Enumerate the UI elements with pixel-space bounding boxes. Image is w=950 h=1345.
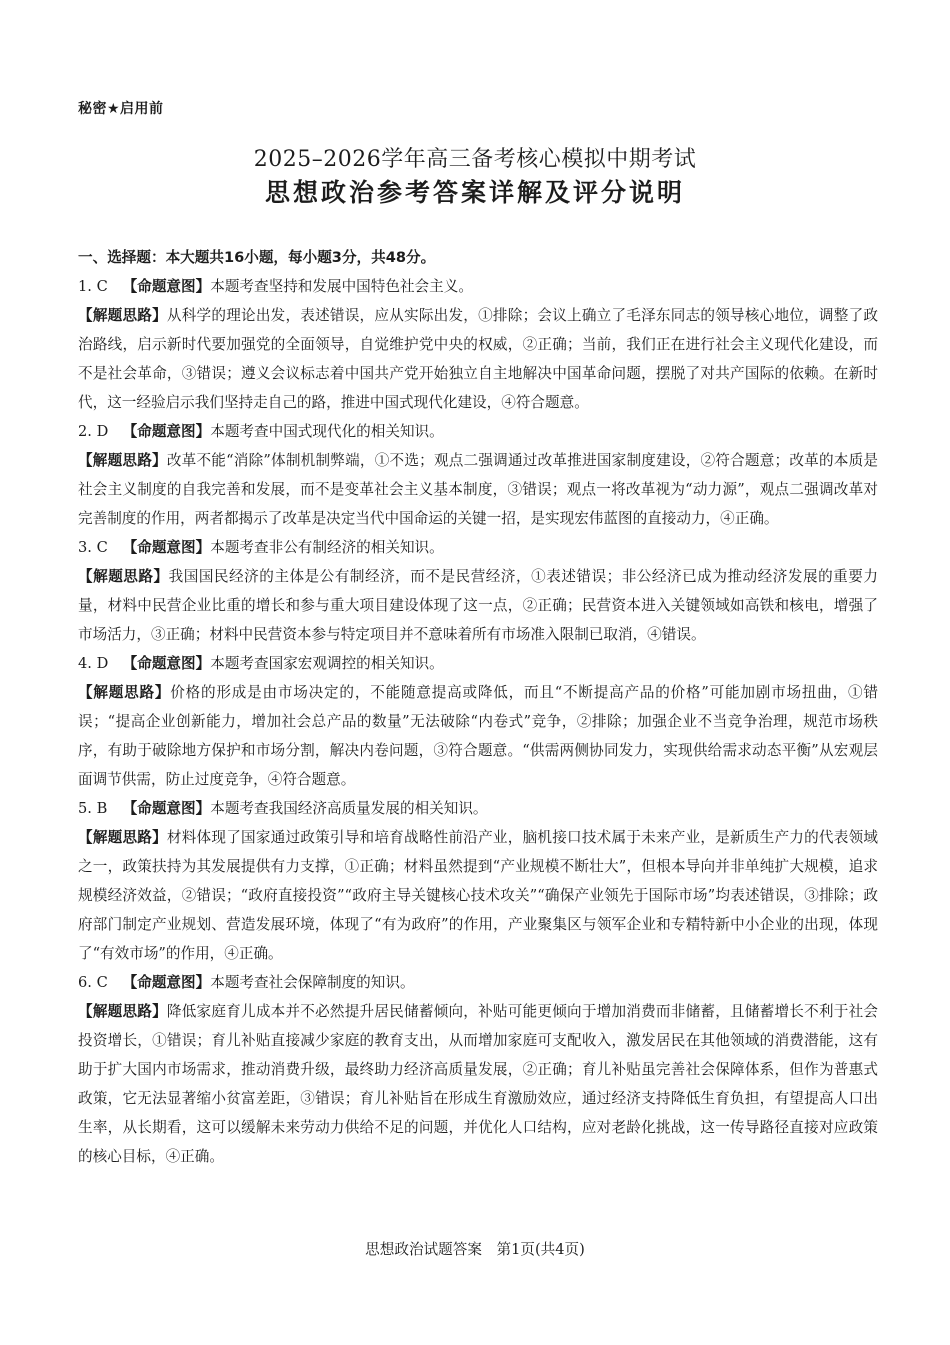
- analysis-text: 从科学的理论出发，表述错误，应从实际出发，①排除；会议上确立了毛泽东同志的领导核心地位，调整了政治路线，启示新时代要加强党的全面领导，自觉维护党中央的权威，②正确；当前，我们正在进行社会主义现代化建设，而不是社会革命，③错误；遵义会议标志着中国共产党开始独立自主地解决中国革命问题，摆脱了对共产国际的依赖。在新时代，这一经验启示我们坚持走自己的路，推进中国式现代化建设，④符合题意。: [78, 307, 878, 411]
- question-3: [78, 533, 878, 649]
- analysis-tag: 【解题思路】: [78, 1003, 167, 1020]
- question-intent-line: [78, 417, 878, 446]
- question-intent-line: [78, 533, 878, 562]
- intent-tag: 【命题意图】: [122, 278, 211, 295]
- question-1: [78, 272, 878, 417]
- analysis-paragraph: [78, 301, 878, 417]
- analysis-tag: 【解题思路】: [78, 307, 167, 324]
- analysis-tag: 【解题思路】: [78, 829, 167, 846]
- question-number-answer: 3. C: [78, 539, 108, 556]
- question-5: [78, 794, 878, 968]
- analysis-paragraph: [78, 678, 878, 794]
- question-number-answer: 6. C: [78, 974, 108, 991]
- content-body: [78, 243, 878, 1171]
- question-6: [78, 968, 878, 1171]
- question-number-answer: 2. D: [78, 423, 109, 440]
- analysis-text: 我国国民经济的主体是公有制经济，而不是民营经济，①表述错误；非公经济已成为推动经济发展的重要力量，材料中民营企业比重的增长和参与重大项目建设体现了这一点，②正确；民营资本进入关键领域如高铁和核电，增强了市场活力，③正确；材料中民营资本参与特定项目并不意味着所有市场准入限制已取消，④错误。: [78, 568, 878, 643]
- intent-text: 本题考查非公有制经济的相关知识。: [210, 539, 444, 556]
- question-intent-line: [78, 968, 878, 997]
- intent-tag: 【命题意图】: [122, 423, 211, 440]
- analysis-paragraph: [78, 823, 878, 968]
- question-2: [78, 417, 878, 533]
- intent-tag: 【命题意图】: [122, 974, 211, 991]
- exam-title: 2025–2026学年高三备考核心模拟中期考试: [253, 147, 697, 172]
- question-intent-line: [78, 649, 878, 678]
- intent-text: 本题考查国家宏观调控的相关知识。: [210, 655, 444, 672]
- document-title: 思想政治参考答案详解及评分说明: [264, 178, 685, 207]
- intent-text: 本题考查中国式现代化的相关知识。: [210, 423, 444, 440]
- question-number-answer: 4. D: [78, 655, 109, 672]
- analysis-paragraph: [78, 446, 878, 533]
- analysis-text: 价格的形成是由市场决定的，不能随意提高或降低，而且“不断提高产品的价格”可能加剧市场扭曲，①错误；“提高企业创新能力，增加社会总产品的数量”无法破除“内卷式”竞争，②排除；加强企业不当竞争治理，规范市场秩序，有助于破除地方保护和市场分割，解决内卷问题，③符合题意。“供需两侧协同发力，实现供给需求动态平衡”从宏观层面调节供需，防止过度竞争，④符合题意。: [78, 684, 878, 788]
- question-4: [78, 649, 878, 794]
- intent-text: 本题考查社会保障制度的知识。: [210, 974, 415, 991]
- analysis-tag: 【解题思路】: [78, 452, 167, 469]
- analysis-text: 改革不能“消除”体制机制弊端，①不选；观点二强调通过改革推进国家制度建设，②符合题意；改革的本质是社会主义制度的自我完善和发展，而不是变革社会主义基本制度，③错误；观点一将改革视为“动力源”，观点二强调改革对完善制度的作用，两者都揭示了改革是决定当代中国命运的关键一招，是实现宏伟蓝图的直接动力，④正确。: [78, 452, 878, 527]
- question-number-answer: 5. B: [78, 800, 108, 817]
- question-intent-line: [78, 272, 878, 301]
- intent-tag: 【命题意图】: [122, 539, 211, 556]
- page-footer: 思想政治试题答案 第1页(共4页): [365, 1241, 585, 1258]
- analysis-paragraph: [78, 997, 878, 1171]
- intent-text: 本题考查坚持和发展中国特色社会主义。: [210, 278, 473, 295]
- analysis-text: 材料体现了国家通过政策引导和培育战略性前沿产业，脑机接口技术属于未来产业，是新质生产力的代表领域之一，政策扶持为其发展提供有力支撑，①正确；材料虽然提到“产业规模不断壮大”，但根本导向并非单纯扩大规模，追求规模经济效益，②错误；“政府直接投资”“政府主导关键核心技术攻关”“确保产业领先于国际市场”均表述错误，③排除；政府部门制定产业规划、营造发展环境，体现了“有为政府”的作用，产业聚集区与领军企业和专精特新中小企业的出现，体现了“有效市场”的作用，④正确。: [78, 829, 878, 962]
- question-intent-line: [78, 794, 878, 823]
- intent-tag: 【命题意图】: [122, 800, 211, 817]
- analysis-text: 降低家庭育儿成本并不必然提升居民储蓄倾向，补贴可能更倾向于增加消费而非储蓄，且储蓄增长不利于社会投资增长，①错误；育儿补贴直接减少家庭的教育支出，从而增加家庭可支配收入，激发居民在其他领域的消费潜能，这有助于扩大国内市场需求，推动消费升级，最终助力经济高质量发展，②正确；育儿补贴虽完善社会保障体系，但作为普惠式政策，它无法显著缩小贫富差距，③错误；育儿补贴旨在形成生育激励效应，通过经济支持降低生育负担，有望提高人口出生率，从长期看，这可以缓解未来劳动力供给不足的问题，并优化人口结构，应对老龄化挑战，这一传导路径直接对应政策的核心目标，④正确。: [78, 1003, 878, 1165]
- section-heading: 一、选择题：本大题共16小题，每小题3分，共48分。: [78, 249, 436, 266]
- question-number-answer: 1. C: [78, 278, 108, 295]
- analysis-tag: 【解题思路】: [78, 684, 171, 701]
- confidential-label: 秘密★启用前: [78, 101, 164, 117]
- intent-text: 本题考查我国经济高质量发展的相关知识。: [210, 800, 488, 817]
- analysis-tag: 【解题思路】: [78, 568, 169, 585]
- intent-tag: 【命题意图】: [122, 655, 211, 672]
- analysis-paragraph: [78, 562, 878, 649]
